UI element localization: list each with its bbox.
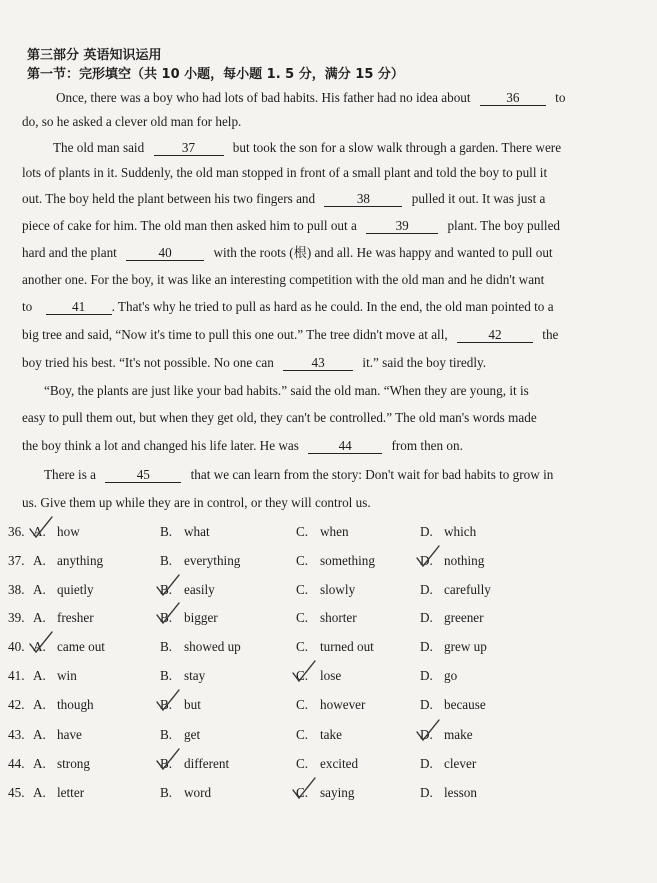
- option-text: carefully: [444, 582, 491, 597]
- question-number: 44.: [8, 756, 25, 771]
- option-letter: C.: [296, 785, 309, 800]
- passage-text: piece of cake for him. The old man then asked him to pull out a: [22, 218, 357, 233]
- passage-line-15: [44, 467, 597, 483]
- passage-line-3: [53, 140, 593, 156]
- option-d[interactable]: [420, 784, 477, 802]
- option-a[interactable]: [33, 581, 94, 599]
- option-text: however: [320, 697, 366, 712]
- option-d[interactable]: [420, 726, 473, 744]
- passage-text: from then on.: [391, 438, 463, 453]
- blank-37: 37: [154, 141, 224, 156]
- option-b[interactable]: [160, 552, 240, 570]
- option-a[interactable]: [33, 755, 90, 773]
- option-a[interactable]: [33, 609, 94, 627]
- passage-line-6: [22, 218, 596, 234]
- passage-line-5: [22, 191, 596, 207]
- option-text: nothing: [444, 553, 485, 568]
- passage-line-10: [22, 327, 596, 343]
- option-a[interactable]: [33, 667, 77, 685]
- passage-line-4: lots of plants in it. Suddenly, the old man stopped in front of a small plant and told the boy to pull it: [22, 165, 548, 180]
- option-text: win: [57, 668, 77, 683]
- question-row: [8, 609, 638, 627]
- option-b[interactable]: [160, 523, 210, 541]
- option-text: what: [184, 524, 210, 539]
- option-letter: D.: [420, 697, 433, 712]
- passage-text: . That's why he tried to pull as hard as he could. In the end, the old man pointed to a: [111, 299, 554, 314]
- option-c[interactable]: [296, 552, 375, 570]
- option-a[interactable]: [33, 552, 103, 570]
- blank-45: 45: [105, 468, 181, 483]
- option-text: how: [57, 524, 80, 539]
- option-c[interactable]: [296, 609, 357, 627]
- option-letter: D.: [420, 582, 433, 597]
- option-text: letter: [57, 785, 85, 800]
- option-text: anything: [57, 553, 104, 568]
- option-letter: C.: [296, 524, 309, 539]
- passage-text: pulled it out. It was just a: [411, 191, 546, 206]
- passage-line-11: [22, 355, 596, 371]
- question-row: [8, 784, 638, 802]
- option-letter: A.: [33, 639, 46, 654]
- option-letter: A.: [33, 610, 46, 625]
- option-d[interactable]: [420, 755, 476, 773]
- passage-line-7: [22, 245, 596, 261]
- passage-line-1: [56, 90, 591, 106]
- passage-text: There is a: [44, 467, 96, 482]
- option-letter: B.: [160, 697, 173, 712]
- option-text: which: [444, 524, 477, 539]
- option-text: clever: [444, 756, 477, 771]
- passage-text: but took the son for a slow walk through a garden. There were: [232, 140, 562, 155]
- option-text: when: [320, 524, 349, 539]
- option-c[interactable]: [296, 696, 365, 714]
- passage-line-16: us. Give them up while they are in control, or they will control us.: [22, 495, 371, 510]
- option-c[interactable]: [296, 523, 349, 541]
- option-text: bigger: [184, 610, 218, 625]
- option-letter: C.: [296, 668, 309, 683]
- option-text: everything: [184, 553, 241, 568]
- option-text: greener: [444, 610, 484, 625]
- option-letter: A.: [33, 697, 46, 712]
- option-letter: B.: [160, 639, 173, 654]
- option-text: have: [57, 727, 82, 742]
- option-letter: C.: [296, 582, 309, 597]
- option-letter: B.: [160, 524, 173, 539]
- passage-text: that we can learn from the story: Don't wait for bad habits to grow in: [190, 467, 554, 482]
- passage-line-9: [22, 299, 596, 315]
- option-text: word: [184, 785, 212, 800]
- option-letter: D.: [420, 785, 433, 800]
- option-letter: D.: [420, 727, 433, 742]
- option-text: came out: [57, 639, 105, 654]
- blank-38: 38: [324, 192, 402, 207]
- option-text: because: [444, 697, 486, 712]
- option-c[interactable]: [296, 638, 374, 656]
- option-letter: B.: [160, 610, 173, 625]
- passage-line-12: “Boy, the plants are just like your bad habits.” said the old man. “When they are young, it is: [44, 383, 529, 398]
- option-text: make: [444, 727, 473, 742]
- option-letter: D.: [420, 524, 433, 539]
- option-letter: B.: [160, 668, 173, 683]
- question-row: [8, 667, 638, 685]
- option-text: saying: [320, 785, 355, 800]
- passage-text: boy tried his best. “It's not possible. No one can: [22, 355, 274, 370]
- option-letter: A.: [33, 553, 46, 568]
- option-b[interactable]: [160, 696, 201, 714]
- question-row: [8, 638, 638, 656]
- passage-text: hard and the plant: [22, 245, 117, 260]
- option-text: something: [320, 553, 375, 568]
- option-text: get: [184, 727, 201, 742]
- option-d[interactable]: [420, 638, 487, 656]
- question-number: 42.: [8, 697, 25, 712]
- option-d[interactable]: [420, 552, 484, 570]
- passage-text: the: [542, 327, 559, 342]
- option-c[interactable]: [296, 581, 355, 599]
- question-number: 43.: [8, 727, 25, 742]
- option-letter: D.: [420, 610, 433, 625]
- option-letter: A.: [33, 785, 46, 800]
- option-c[interactable]: [296, 755, 358, 773]
- option-c[interactable]: [296, 784, 354, 802]
- option-text: grew up: [444, 639, 487, 654]
- option-letter: A.: [33, 668, 46, 683]
- question-row: [8, 523, 638, 541]
- question-number: 37.: [8, 553, 25, 568]
- passage-line-14: [22, 438, 596, 454]
- passage-line-13: easy to pull them out, but when they get old, they can't be controlled.” The old man's words made: [22, 410, 537, 425]
- option-b[interactable]: [160, 726, 200, 744]
- option-b[interactable]: [160, 638, 241, 656]
- option-b[interactable]: [160, 755, 229, 773]
- option-letter: A.: [33, 524, 46, 539]
- option-d[interactable]: [420, 609, 484, 627]
- part-heading: 第三部分 英语知识运用: [27, 48, 162, 63]
- option-d[interactable]: [420, 581, 491, 599]
- option-a[interactable]: [33, 523, 80, 541]
- option-text: though: [57, 697, 94, 712]
- question-row: [8, 755, 638, 773]
- question-number: 36.: [8, 524, 25, 539]
- blank-42: 42: [457, 328, 533, 343]
- option-letter: C.: [296, 697, 309, 712]
- option-letter: D.: [420, 639, 433, 654]
- option-text: easily: [184, 582, 215, 597]
- option-text: turned out: [320, 639, 374, 654]
- option-d[interactable]: [420, 667, 457, 685]
- option-letter: C.: [296, 553, 309, 568]
- passage-text: plant. The boy pulled: [447, 218, 561, 233]
- option-a[interactable]: [33, 638, 105, 656]
- option-text: strong: [57, 756, 90, 771]
- option-a[interactable]: [33, 726, 82, 744]
- option-letter: D.: [420, 756, 433, 771]
- passage-text: with the roots (根) and all. He was happy and wanted to pull out: [213, 245, 553, 260]
- section-heading: 第一节：完形填空（共 10 小题，每小题 1. 5 分，满分 15 分）: [27, 67, 404, 82]
- option-a[interactable]: [33, 696, 94, 714]
- option-c[interactable]: [296, 726, 342, 744]
- option-letter: C.: [296, 639, 309, 654]
- passage-text: Once, there was a boy who had lots of bad habits. His father had no idea about: [56, 90, 471, 105]
- question-row: [8, 581, 638, 599]
- passage-text: it.” said the boy tiredly.: [362, 355, 487, 370]
- option-letter: B.: [160, 553, 173, 568]
- option-text: different: [184, 756, 230, 771]
- option-b[interactable]: [160, 667, 205, 685]
- blank-39: 39: [366, 219, 438, 234]
- question-row: [8, 726, 638, 744]
- passage-text: out. The boy held the plant between his two fingers and: [22, 191, 316, 206]
- option-text: fresher: [57, 610, 94, 625]
- question-number: 39.: [8, 610, 25, 625]
- option-text: showed up: [184, 639, 241, 654]
- blank-36: 36: [480, 91, 546, 106]
- option-letter: C.: [296, 756, 309, 771]
- option-letter: B.: [160, 756, 173, 771]
- option-letter: B.: [160, 582, 173, 597]
- question-number: 45.: [8, 785, 25, 800]
- option-letter: B.: [160, 785, 173, 800]
- option-text: quietly: [57, 582, 94, 597]
- question-number: 40.: [8, 639, 25, 654]
- option-letter: C.: [296, 727, 309, 742]
- option-b[interactable]: [160, 581, 215, 599]
- option-d[interactable]: [420, 523, 476, 541]
- passage-line-8: another one. For the boy, it was like an interesting competition with the old man and he didn't want: [22, 272, 545, 287]
- passage-text: big tree and said, “Now it's time to pull this one out.” The tree didn't move at all,: [22, 327, 448, 342]
- passage-text: The old man said: [53, 140, 145, 155]
- blank-40: 40: [126, 246, 204, 261]
- blank-43: 43: [283, 356, 353, 371]
- option-b[interactable]: [160, 609, 218, 627]
- option-text: slowly: [320, 582, 356, 597]
- question-number: 38.: [8, 582, 25, 597]
- passage-text: the boy think a lot and changed his life later. He was: [22, 438, 299, 453]
- option-letter: D.: [420, 668, 433, 683]
- option-a[interactable]: [33, 784, 84, 802]
- option-letter: B.: [160, 727, 173, 742]
- passage-line-2: do, so he asked a clever old man for help.: [22, 114, 242, 129]
- option-text: but: [184, 697, 201, 712]
- option-text: lose: [320, 668, 342, 683]
- question-row: [8, 552, 638, 570]
- option-letter: A.: [33, 582, 46, 597]
- question-row: [8, 696, 638, 714]
- passage-text: to: [22, 299, 33, 314]
- option-text: take: [320, 727, 342, 742]
- option-letter: D.: [420, 553, 433, 568]
- option-d[interactable]: [420, 696, 486, 714]
- option-text: go: [444, 668, 458, 683]
- option-b[interactable]: [160, 784, 211, 802]
- passage-text: to: [555, 90, 566, 105]
- option-letter: C.: [296, 610, 309, 625]
- option-text: lesson: [444, 785, 477, 800]
- option-c[interactable]: [296, 667, 341, 685]
- option-letter: A.: [33, 756, 46, 771]
- question-number: 41.: [8, 668, 25, 683]
- option-text: stay: [184, 668, 206, 683]
- option-letter: A.: [33, 727, 46, 742]
- option-text: excited: [320, 756, 359, 771]
- option-text: shorter: [320, 610, 357, 625]
- blank-44: 44: [308, 439, 382, 454]
- blank-41: 41: [46, 300, 112, 315]
